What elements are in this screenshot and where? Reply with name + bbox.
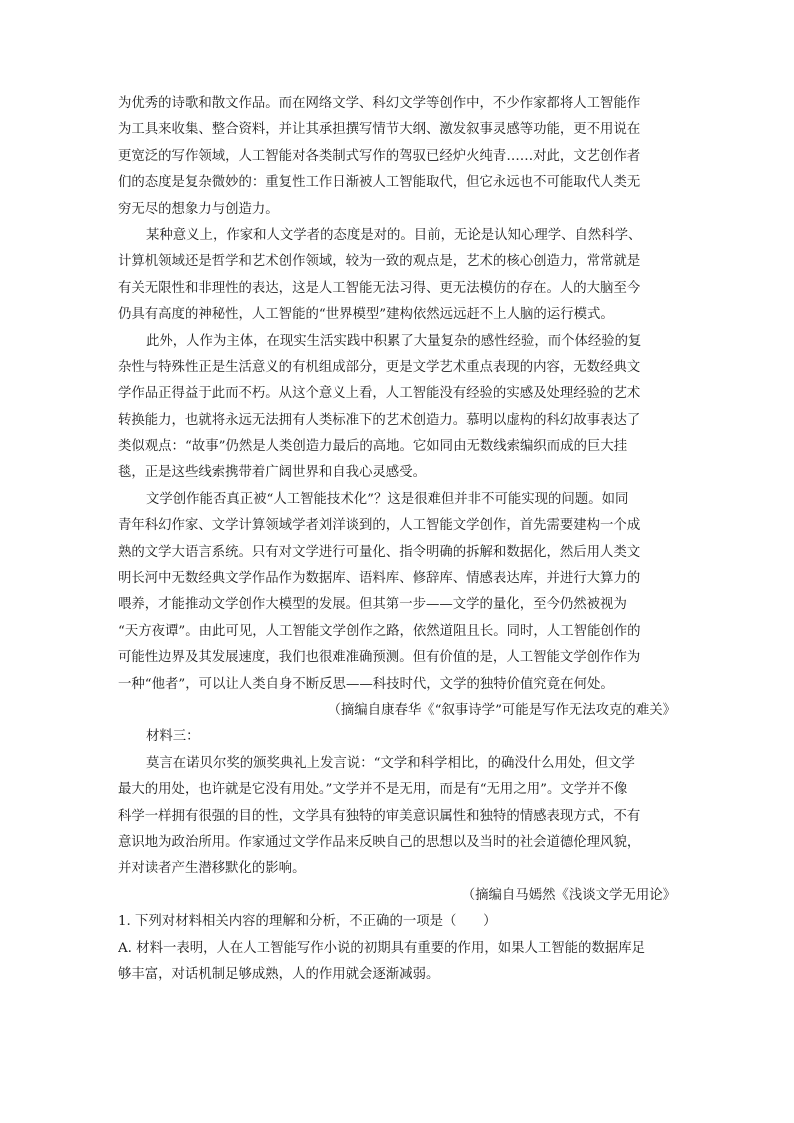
paragraph-line: 喂养，才能推动文学创作大模型的发展。但其第一步——文学的量化，至今仍然被视为 <box>118 597 627 613</box>
paragraph-line: 穷无尽的想象力与创造力。 <box>118 201 279 217</box>
paragraph-line: 一种“他者”，可以让人类自身不断反思——科技时代，文学的独特价值究竟在何处。 <box>118 676 614 692</box>
paragraph-line: 为工具来收集、整合资料，并让其承担撰写情节大纲、激发叙事灵感等功能，更不用说在 <box>118 122 641 138</box>
answer-option-a-continued: 够丰富，对话机制足够成熟，人的作用就会逐渐减弱。 <box>118 966 440 982</box>
document-page <box>118 91 676 988</box>
paragraph-line: “天方夜谭”。由此可见，人工智能文学创作之路，依然道阻且长。同时，人工智能创作的 <box>118 623 641 639</box>
paragraph-line: 更宽泛的写作领域，人工智能对各类制式写作的驾驭已经炉火纯青……对此，文艺创作者 <box>118 148 641 164</box>
paragraph-line: 仍具有高度的神秘性，人工智能的“世界模型”建构依然远远赶不上人脑的运行模式。 <box>118 307 614 323</box>
source-citation: （摘编自康春华《“叙事诗学”可能是写作无法攻克的难关》 <box>327 702 676 718</box>
question-stem: 1. 下列对材料相关内容的理解和分析，不正确的一项是（ ） <box>118 914 497 930</box>
paragraph-line: 杂性与特殊性正是生活意义的有机组成部分，更是文学艺术重点表现的内容，无数经典文 <box>118 359 641 375</box>
paragraph-line: 文学创作能否真正被“人工智能技术化”？这是很难但并非不可能实现的问题。如同 <box>146 491 629 507</box>
answer-option-a: A. 材料一表明，人在人工智能写作小说的初期具有重要的作用，如果人工智能的数据库足 <box>118 940 646 956</box>
paragraph-line: 可能性边界及其发展速度，我们也很难准确预测。但有价值的是，人工智能文学创作作为 <box>118 650 641 666</box>
paragraph-line: 转换能力，也就将永远无法拥有人类标准下的艺术创造力。慕明以虚构的科幻故事表达了 <box>118 412 641 428</box>
paragraph-line: 莫言在诺贝尔奖的颁奖典礼上发言说：“文学和科学相比，的确没什么用处，但文学 <box>146 755 635 771</box>
source-citation: （摘编自马嫣然《浅谈文学无用论》 <box>461 887 676 903</box>
paragraph-line: 并对读者产生潜移默化的影响。 <box>118 861 306 877</box>
paragraph-line: 有关无限性和非理性的表达，这是人工智能无法习得、更无法模仿的存在。人的大脑至今 <box>118 280 641 296</box>
paragraph-line: 毯，正是这些线索携带着广阔世界和自我心灵感受。 <box>118 465 426 481</box>
paragraph-line: 类似观点：“故事”仍然是人类创造力最后的高地。它如同由无数线索编织而成的巨大挂 <box>118 439 628 455</box>
paragraph-line: 学作品正得益于此而不朽。从这个意义上看，人工智能没有经验的实感及处理经验的艺术 <box>118 386 641 402</box>
paragraph-line: 此外，人作为主体，在现实生活实践中积累了大量复杂的感性经验，而个体经验的复 <box>146 333 642 349</box>
paragraph-line: 科学一样拥有很强的目的性，文学具有独特的审美意识属性和独特的情感表现方式，不有 <box>118 808 641 824</box>
paragraph-line: 明长河中无数经典文学作品作为数据库、语料库、修辞库、情感表达库，并进行大算力的 <box>118 571 641 587</box>
paragraph-line: 意识地为政治所用。作家通过文学作品来反映自己的思想以及当时的社会道德伦理风貌， <box>118 834 641 850</box>
section-heading: 材料三： <box>146 729 200 745</box>
paragraph-line: 为优秀的诗歌和散文作品。而在网络文学、科幻文学等创作中，不少作家都将人工智能作 <box>118 96 641 111</box>
paragraph-line: 某种意义上，作家和人文学者的态度是对的。目前，无论是认知心理学、自然科学、 <box>146 227 642 243</box>
paragraph-line: 最大的用处，也许就是它没有用处。”文学并不是无用，而是有“无用之用”。文学并不像 <box>118 782 628 798</box>
paragraph-line: 熟的文学大语言系统。只有对文学进行可量化、指令明确的拆解和数据化，然后用人类文 <box>118 544 641 560</box>
paragraph-line: 们的态度是复杂微妙的：重复性工作日渐被人工智能取代，但它永远也不可能取代人类无 <box>118 175 641 191</box>
paragraph-line: 计算机领域还是哲学和艺术创作领域，较为一致的观点是，艺术的核心创造力，常常就是 <box>118 254 641 270</box>
paragraph-line: 青年科幻作家、文学计算领域学者刘洋谈到的，人工智能文学创作，首先需要建构一个成 <box>118 518 641 534</box>
